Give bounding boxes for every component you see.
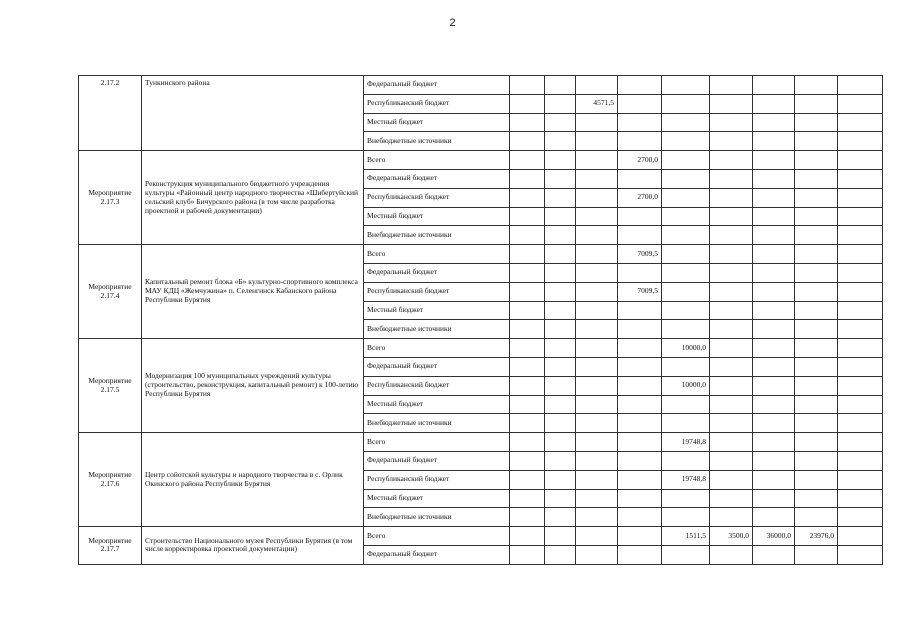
amount-cell — [753, 263, 795, 282]
event-code-cell: 2.17.2 — [79, 76, 142, 151]
amount-cell — [710, 357, 753, 376]
amount-cell — [795, 470, 838, 489]
funding-source-cell: Федеральный бюджет — [364, 169, 510, 188]
amount-cell — [838, 188, 883, 207]
amount-cell — [838, 433, 883, 452]
amount-cell — [838, 320, 883, 339]
amount-cell — [576, 169, 618, 188]
amount-cell — [618, 339, 662, 358]
amount-cell — [545, 94, 576, 113]
amount-cell — [576, 113, 618, 132]
amount-cell — [753, 301, 795, 320]
amount-cell — [618, 94, 662, 113]
amount-cell: 10000,0 — [662, 376, 710, 395]
funding-source-cell: Всего — [364, 433, 510, 452]
amount-cell — [545, 76, 576, 95]
funding-source-cell: Республиканский бюджет — [364, 188, 510, 207]
table-row — [79, 245, 883, 264]
amount-cell — [576, 301, 618, 320]
amount-cell — [838, 451, 883, 470]
funding-source-cell: Федеральный бюджет — [364, 263, 510, 282]
amount-cell — [510, 263, 545, 282]
amount-cell — [710, 245, 753, 264]
amount-cell — [545, 301, 576, 320]
amount-cell — [618, 113, 662, 132]
amount-cell — [576, 433, 618, 452]
amount-cell — [795, 320, 838, 339]
amount-cell — [753, 151, 795, 170]
amount-cell — [662, 207, 710, 226]
amount-cell — [510, 470, 545, 489]
amount-cell — [710, 414, 753, 433]
amount-cell — [618, 301, 662, 320]
amount-cell — [545, 414, 576, 433]
amount-cell — [710, 489, 753, 508]
funding-source-cell: Местный бюджет — [364, 301, 510, 320]
amount-cell — [545, 245, 576, 264]
amount-cell — [545, 188, 576, 207]
amount-cell — [838, 545, 883, 564]
amount-cell — [710, 339, 753, 358]
amount-cell — [510, 282, 545, 301]
funding-source-cell: Местный бюджет — [364, 113, 510, 132]
amount-cell — [510, 320, 545, 339]
budget-table-body — [79, 76, 883, 565]
amount-cell — [545, 339, 576, 358]
amount-cell — [576, 282, 618, 301]
event-code-cell: Мероприятие 2.17.7 — [79, 527, 142, 565]
amount-cell — [710, 132, 753, 151]
funding-source-cell: Республиканский бюджет — [364, 470, 510, 489]
amount-cell — [576, 207, 618, 226]
amount-cell — [576, 151, 618, 170]
amount-cell — [545, 433, 576, 452]
amount-cell — [618, 395, 662, 414]
amount-cell — [710, 508, 753, 527]
amount-cell — [838, 151, 883, 170]
amount-cell — [618, 433, 662, 452]
amount-cell — [795, 113, 838, 132]
funding-source-cell: Местный бюджет — [364, 489, 510, 508]
amount-cell — [753, 414, 795, 433]
amount-cell — [510, 508, 545, 527]
amount-cell — [576, 395, 618, 414]
amount-cell — [795, 376, 838, 395]
amount-cell — [662, 282, 710, 301]
amount-cell — [753, 320, 795, 339]
amount-cell — [753, 470, 795, 489]
amount-cell — [545, 263, 576, 282]
amount-cell — [795, 76, 838, 95]
amount-cell — [710, 451, 753, 470]
amount-cell — [545, 320, 576, 339]
funding-source-cell: Всего — [364, 527, 510, 546]
budget-table — [78, 75, 883, 565]
amount-cell — [753, 207, 795, 226]
amount-cell — [795, 545, 838, 564]
funding-source-cell: Внебюджетные источники — [364, 508, 510, 527]
amount-cell — [576, 320, 618, 339]
amount-cell — [510, 489, 545, 508]
amount-cell — [838, 527, 883, 546]
amount-cell — [510, 113, 545, 132]
event-code-cell: Мероприятие 2.17.5 — [79, 339, 142, 433]
amount-cell — [795, 188, 838, 207]
table-row — [79, 527, 883, 546]
amount-cell — [618, 451, 662, 470]
amount-cell — [576, 508, 618, 527]
amount-cell — [662, 132, 710, 151]
amount-cell — [753, 132, 795, 151]
amount-cell — [545, 470, 576, 489]
amount-cell — [618, 508, 662, 527]
amount-cell — [618, 527, 662, 546]
amount-cell — [576, 357, 618, 376]
funding-source-cell: Федеральный бюджет — [364, 357, 510, 376]
funding-source-cell: Местный бюджет — [364, 395, 510, 414]
amount-cell — [795, 263, 838, 282]
amount-cell — [838, 94, 883, 113]
amount-cell — [510, 339, 545, 358]
amount-cell — [510, 376, 545, 395]
amount-cell — [662, 414, 710, 433]
amount-cell — [545, 451, 576, 470]
amount-cell — [662, 263, 710, 282]
amount-cell — [510, 226, 545, 245]
amount-cell — [710, 301, 753, 320]
amount-cell — [710, 470, 753, 489]
amount-cell — [545, 357, 576, 376]
amount-cell — [576, 451, 618, 470]
event-name-cell: Реконструкция муниципального бюджетного учреждения культуры «Районный центр народного творчества «Шибертуйский сельский клуб» Бичурского района (в том числе разработка проектной и рабочей документации) — [142, 151, 364, 245]
amount-cell — [662, 113, 710, 132]
amount-cell — [838, 132, 883, 151]
amount-cell: 7009,5 — [618, 282, 662, 301]
funding-source-cell: Всего — [364, 151, 510, 170]
amount-cell — [795, 414, 838, 433]
amount-cell — [838, 76, 883, 95]
amount-cell — [576, 245, 618, 264]
amount-cell: 36000,0 — [753, 527, 795, 546]
amount-cell — [510, 245, 545, 264]
amount-cell — [710, 376, 753, 395]
amount-cell — [576, 263, 618, 282]
amount-cell — [795, 357, 838, 376]
funding-source-cell: Республиканский бюджет — [364, 376, 510, 395]
event-name-cell: Строительство Национального музея Республики Бурятия (в том числе корректировка проектной документации) — [142, 527, 364, 565]
amount-cell — [545, 151, 576, 170]
amount-cell — [545, 113, 576, 132]
amount-cell — [618, 320, 662, 339]
amount-cell — [545, 169, 576, 188]
amount-cell — [753, 94, 795, 113]
amount-cell — [576, 76, 618, 95]
amount-cell — [618, 357, 662, 376]
amount-cell — [545, 226, 576, 245]
funding-source-cell: Федеральный бюджет — [364, 545, 510, 564]
amount-cell — [576, 226, 618, 245]
amount-cell — [753, 376, 795, 395]
amount-cell — [618, 545, 662, 564]
amount-cell — [510, 451, 545, 470]
event-code-cell: Мероприятие 2.17.6 — [79, 433, 142, 527]
amount-cell — [795, 245, 838, 264]
amount-cell — [662, 357, 710, 376]
amount-cell — [795, 226, 838, 245]
amount-cell — [618, 132, 662, 151]
funding-source-cell: Внебюджетные источники — [364, 320, 510, 339]
amount-cell — [838, 395, 883, 414]
funding-source-cell: Федеральный бюджет — [364, 451, 510, 470]
event-name-cell: Капитальный ремонт блока «Б» культурно-спортивного комплекса МАУ КДЦ «Жемчужина» п. Селенгинск Кабанского района Республики Бурятия — [142, 245, 364, 339]
amount-cell — [710, 94, 753, 113]
amount-cell — [618, 489, 662, 508]
amount-cell — [545, 508, 576, 527]
table-row — [79, 433, 883, 452]
amount-cell — [753, 545, 795, 564]
amount-cell — [545, 489, 576, 508]
amount-cell — [618, 414, 662, 433]
amount-cell — [753, 357, 795, 376]
amount-cell — [510, 433, 545, 452]
amount-cell — [618, 76, 662, 95]
amount-cell — [710, 188, 753, 207]
amount-cell — [662, 245, 710, 264]
amount-cell — [510, 151, 545, 170]
amount-cell — [710, 433, 753, 452]
amount-cell — [753, 169, 795, 188]
amount-cell: 2700,0 — [618, 188, 662, 207]
table-row — [79, 339, 883, 358]
amount-cell — [838, 245, 883, 264]
event-name-cell: Тункинского района — [142, 76, 364, 151]
amount-cell — [710, 545, 753, 564]
amount-cell — [576, 188, 618, 207]
page-number: 2 — [449, 17, 456, 29]
amount-cell — [618, 470, 662, 489]
amount-cell — [662, 188, 710, 207]
amount-cell: 23976,0 — [795, 527, 838, 546]
amount-cell — [662, 169, 710, 188]
amount-cell — [510, 132, 545, 151]
amount-cell — [618, 376, 662, 395]
amount-cell — [510, 395, 545, 414]
funding-source-cell: Местный бюджет — [364, 207, 510, 226]
amount-cell — [753, 245, 795, 264]
amount-cell — [576, 545, 618, 564]
amount-cell — [795, 489, 838, 508]
amount-cell — [510, 545, 545, 564]
amount-cell — [710, 226, 753, 245]
funding-source-cell: Республиканский бюджет — [364, 282, 510, 301]
amount-cell: 3500,0 — [710, 527, 753, 546]
amount-cell — [838, 226, 883, 245]
amount-cell — [753, 113, 795, 132]
amount-cell — [795, 395, 838, 414]
amount-cell — [510, 357, 545, 376]
amount-cell — [618, 207, 662, 226]
amount-cell — [795, 151, 838, 170]
amount-cell — [576, 414, 618, 433]
event-code-cell: Мероприятие 2.17.3 — [79, 151, 142, 245]
amount-cell — [710, 207, 753, 226]
amount-cell: 1511,5 — [662, 527, 710, 546]
amount-cell — [510, 301, 545, 320]
amount-cell — [662, 151, 710, 170]
amount-cell — [710, 395, 753, 414]
amount-cell — [710, 282, 753, 301]
table-row — [79, 151, 883, 170]
amount-cell — [662, 76, 710, 95]
event-name-cell: Модернизация 100 муниципальных учреждений культуры (строительство, реконструкция, капитальный ремонт) к 100-летию Республики Бурятия — [142, 339, 364, 433]
amount-cell: 19748,8 — [662, 470, 710, 489]
amount-cell — [838, 489, 883, 508]
amount-cell — [545, 282, 576, 301]
amount-cell — [753, 489, 795, 508]
amount-cell — [510, 527, 545, 546]
amount-cell — [576, 339, 618, 358]
amount-cell — [576, 376, 618, 395]
amount-cell — [618, 263, 662, 282]
amount-cell — [576, 489, 618, 508]
funding-source-cell: Внебюджетные источники — [364, 132, 510, 151]
amount-cell — [753, 282, 795, 301]
amount-cell — [545, 132, 576, 151]
amount-cell — [795, 169, 838, 188]
amount-cell — [795, 207, 838, 226]
amount-cell — [545, 527, 576, 546]
amount-cell — [838, 263, 883, 282]
amount-cell — [710, 151, 753, 170]
event-name-cell: Центр сойотской культуры и народного творчества в с. Орлик Окинского района Республики Бурятия — [142, 433, 364, 527]
amount-cell — [510, 207, 545, 226]
amount-cell — [753, 451, 795, 470]
amount-cell — [710, 320, 753, 339]
amount-cell — [576, 470, 618, 489]
amount-cell — [545, 395, 576, 414]
amount-cell: 7009,5 — [618, 245, 662, 264]
amount-cell — [795, 508, 838, 527]
amount-cell — [545, 545, 576, 564]
amount-cell — [710, 113, 753, 132]
amount-cell — [838, 357, 883, 376]
amount-cell — [838, 207, 883, 226]
amount-cell — [838, 508, 883, 527]
amount-cell — [795, 339, 838, 358]
amount-cell — [510, 188, 545, 207]
funding-source-cell: Всего — [364, 339, 510, 358]
amount-cell — [795, 301, 838, 320]
amount-cell — [662, 489, 710, 508]
funding-source-cell: Внебюджетные источники — [364, 226, 510, 245]
funding-source-cell: Федеральный бюджет — [364, 76, 510, 95]
amount-cell — [795, 94, 838, 113]
amount-cell — [753, 76, 795, 95]
amount-cell — [838, 282, 883, 301]
amount-cell: 10000,0 — [662, 339, 710, 358]
funding-source-cell: Всего — [364, 245, 510, 264]
amount-cell — [753, 395, 795, 414]
amount-cell — [662, 395, 710, 414]
amount-cell — [795, 132, 838, 151]
amount-cell — [510, 414, 545, 433]
amount-cell — [510, 94, 545, 113]
amount-cell — [618, 169, 662, 188]
amount-cell — [753, 508, 795, 527]
amount-cell — [795, 451, 838, 470]
amount-cell — [838, 113, 883, 132]
amount-cell: 19748,8 — [662, 433, 710, 452]
amount-cell — [838, 376, 883, 395]
table-row — [79, 76, 883, 95]
funding-source-cell: Республиканский бюджет — [364, 94, 510, 113]
amount-cell — [576, 132, 618, 151]
amount-cell — [662, 545, 710, 564]
amount-cell — [510, 76, 545, 95]
amount-cell — [710, 169, 753, 188]
amount-cell — [662, 508, 710, 527]
amount-cell — [662, 320, 710, 339]
amount-cell — [545, 207, 576, 226]
amount-cell — [838, 301, 883, 320]
amount-cell — [510, 169, 545, 188]
amount-cell — [795, 282, 838, 301]
amount-cell — [662, 226, 710, 245]
amount-cell — [710, 76, 753, 95]
amount-cell — [753, 433, 795, 452]
amount-cell — [662, 451, 710, 470]
funding-source-cell: Внебюджетные источники — [364, 414, 510, 433]
amount-cell — [618, 226, 662, 245]
amount-cell — [710, 263, 753, 282]
amount-cell — [838, 339, 883, 358]
amount-cell — [753, 188, 795, 207]
amount-cell — [838, 414, 883, 433]
amount-cell — [838, 169, 883, 188]
amount-cell — [753, 226, 795, 245]
amount-cell: 2700,0 — [618, 151, 662, 170]
amount-cell — [576, 527, 618, 546]
amount-cell — [795, 433, 838, 452]
amount-cell — [545, 376, 576, 395]
amount-cell — [662, 301, 710, 320]
amount-cell — [662, 94, 710, 113]
amount-cell — [753, 339, 795, 358]
amount-cell: 4571,5 — [576, 94, 618, 113]
event-code-cell: Мероприятие 2.17.4 — [79, 245, 142, 339]
amount-cell — [838, 470, 883, 489]
